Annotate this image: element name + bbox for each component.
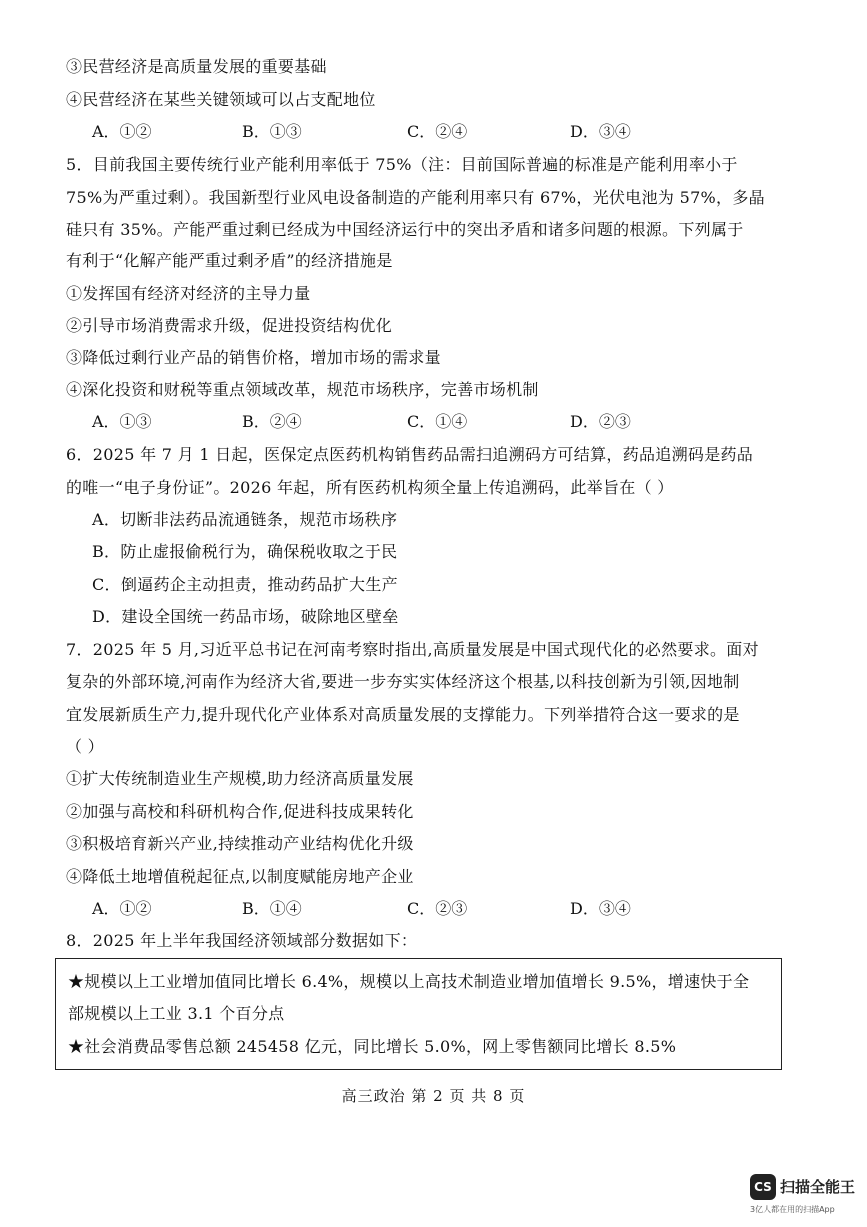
- q5-stem-line-1: 5．目前我国主要传统行业产能利用率低于 75%（注：目前国际普遍的标准是产能利用率小于: [66, 155, 738, 174]
- q7-statement-3: ③积极培育新兴产业,持续推动产业结构优化升级: [66, 834, 414, 853]
- watermark-tagline: 3亿人都在用的扫描App: [750, 1205, 835, 1214]
- q7-stem-line-2: 复杂的外部环境,河南作为经济大省,要进一步夯实实体经济这个根基,以科技创新为引领,因地制: [66, 672, 740, 691]
- q8-stem: 8．2025 年上半年我国经济领域部分数据如下：: [66, 931, 418, 950]
- q4-option-a: A．①②: [92, 122, 152, 141]
- q7-option-c: C．②③: [407, 899, 468, 918]
- q8-data-line-3: ★社会消费品零售总额 245458 亿元，同比增长 5.0%，网上零售额同比增长 8.5%: [68, 1037, 677, 1056]
- q6-stem-line-1: 6．2025 年 7 月 1 日起，医保定点医药机构销售药品需扫追溯码方可结算，药品追溯码是药品: [66, 445, 754, 464]
- q6-stem-line-2: 的唯一“电子身份证”。2026 年起，所有医药机构须全量上传追溯码，此举旨在（ ）: [66, 478, 674, 497]
- camscanner-logo-icon: CS: [750, 1174, 776, 1200]
- q7-statement-4: ④降低土地增值税起征点,以制度赋能房地产企业: [66, 867, 414, 886]
- q7-option-a: A．①②: [92, 899, 152, 918]
- page-footer: 高三政治 第 2 页 共 8 页: [341, 1087, 526, 1105]
- scanner-watermark: [750, 1174, 860, 1220]
- q5-statement-4: ④深化投资和财税等重点领域改革，规范市场秩序，完善市场机制: [66, 380, 539, 399]
- q5-option-c: C．①④: [407, 412, 468, 431]
- q5-stem-line-4: 有利于“化解产能严重过剩矛盾”的经济措施是: [66, 251, 393, 270]
- q7-stem-line-1: 7．2025 年 5 月,习近平总书记在河南考察时指出,高质量发展是中国式现代化的必然要求。面对: [66, 640, 759, 659]
- q5-option-a: A．①③: [92, 412, 152, 431]
- q8-data-line-2: 部规模以上工业 3.1 个百分点: [68, 1004, 285, 1023]
- q4-statement-3: ③民营经济是高质量发展的重要基础: [66, 57, 327, 76]
- q5-option-b: B．②④: [242, 412, 302, 431]
- q4-option-c: C．②④: [407, 122, 468, 141]
- q7-option-b: B．①④: [242, 899, 302, 918]
- q6-option-a: A．切断非法药品流通链条，规范市场秩序: [92, 510, 398, 529]
- q5-statement-2: ②引导市场消费需求升级，促进投资结构优化: [66, 316, 393, 335]
- q7-stem-line-3: 宜发展新质生产力,提升现代化产业体系对高质量发展的支撑能力。下列举措符合这一要求的是: [66, 705, 740, 724]
- q4-option-d: D．③④: [570, 122, 631, 141]
- q6-option-d: D．建设全国统一药品市场，破除地区壁垒: [92, 607, 399, 626]
- q7-option-d: D．③④: [570, 899, 631, 918]
- q8-data-line-1: ★规模以上工业增加值同比增长 6.4%，规模以上高技术制造业增加值增长 9.5%，增速快于全: [68, 972, 750, 991]
- q6-option-c: C．倒逼药企主动担责，推动药品扩大生产: [92, 575, 398, 594]
- q5-option-d: D．②③: [570, 412, 631, 431]
- q5-statement-3: ③降低过剩行业产品的销售价格，增加市场的需求量: [66, 348, 441, 367]
- q7-statement-1: ①扩大传统制造业生产规模,助力经济高质量发展: [66, 769, 414, 788]
- q4-statement-4: ④民营经济在某些关键领域可以占支配地位: [66, 90, 376, 109]
- q4-option-b: B．①③: [242, 122, 302, 141]
- q7-answer-blank: （ ）: [66, 737, 104, 756]
- q5-stem-line-3: 硅只有 35%。产能严重过剩已经成为中国经济运行中的突出矛盾和诸多问题的根源。下列属于: [66, 220, 744, 239]
- q5-statement-1: ①发挥国有经济对经济的主导力量: [66, 284, 311, 303]
- watermark-name: 扫描全能王: [780, 1178, 856, 1196]
- q7-statement-2: ②加强与高校和科研机构合作,促进科技成果转化: [66, 802, 414, 821]
- q8-data-box: [55, 958, 782, 1070]
- q6-option-b: B．防止虚报偷税行为，确保税收取之于民: [92, 542, 398, 561]
- q5-stem-line-2: 75%为严重过剩）。我国新型行业风电设备制造的产能利用率只有 67%，光伏电池为 57%，多晶: [66, 188, 765, 207]
